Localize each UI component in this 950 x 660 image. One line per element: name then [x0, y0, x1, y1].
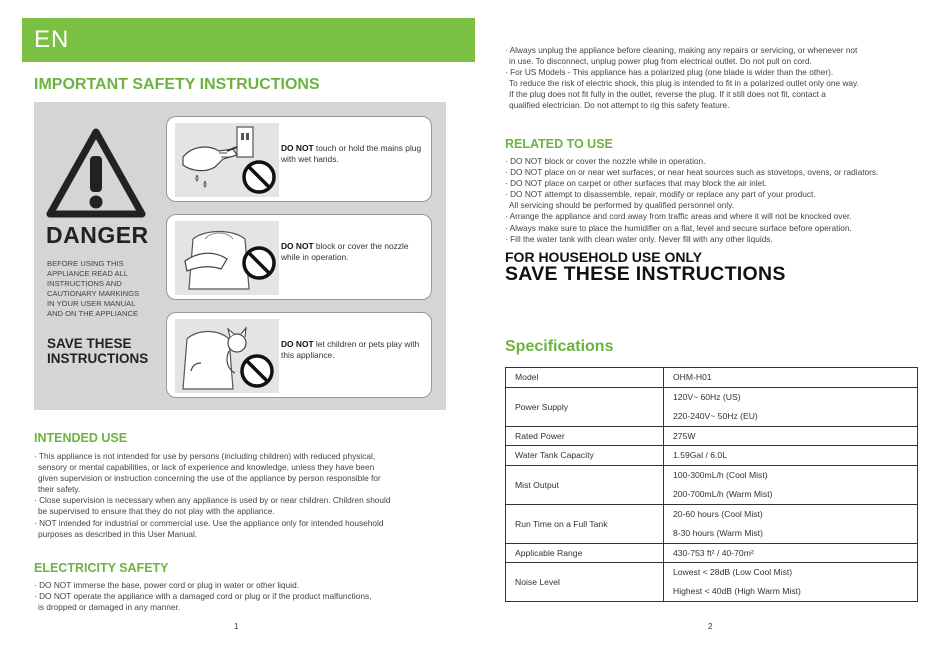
- intended-line: purposes as described in this User Manual.: [38, 528, 198, 539]
- table-row: [506, 368, 918, 388]
- related-to-use-heading: RELATED TO USE: [505, 137, 613, 151]
- intended-line: be supervised to ensure that they do not play with the appliance.: [38, 506, 275, 517]
- spec-value: 430-753 ft² / 40-70m²: [664, 543, 918, 563]
- spec-value-line: 120V~ 60Hz (US): [673, 391, 741, 402]
- table-row: [506, 465, 918, 504]
- warning-text-nozzle: DO NOT block or cover the nozzle while in operation.: [281, 241, 409, 262]
- top-line: · For US Models - This appliance has a polarized plug (one blade is wider than the other).: [505, 67, 834, 78]
- intended-use-text: [34, 451, 454, 540]
- spec-key: Mist Output: [506, 465, 664, 504]
- save-instructions-left: SAVE THESE INSTRUCTIONS: [47, 336, 149, 366]
- top-line: qualified electrician. Do not attempt to rig this safety feature.: [509, 100, 730, 111]
- top-line: · Always unplug the appliance before cleaning, making any repairs or servicing, or whenever not: [505, 45, 858, 55]
- warning-text-children-pets: DO NOT let children or pets play with this appliance.: [281, 339, 420, 360]
- spec-value-line: Highest < 40dB (High Warm Mist): [673, 586, 801, 596]
- spec-key: Noise Level: [506, 563, 664, 602]
- spec-key: Water Tank Capacity: [506, 446, 664, 466]
- safety-heading: IMPORTANT SAFETY INSTRUCTIONS: [34, 76, 320, 93]
- spec-value: [664, 504, 918, 543]
- page-right: [475, 0, 950, 660]
- table-row: [506, 504, 918, 543]
- related-line: · Arrange the appliance and cord away from traffic areas and where it will not be knocked over.: [505, 211, 852, 222]
- spec-key: Applicable Range: [506, 543, 664, 563]
- page-number-left: 1: [234, 622, 239, 631]
- children-pets-icon: [175, 319, 279, 393]
- specifications-heading: Specifications: [505, 338, 614, 355]
- danger-description: BEFORE USING THIS APPLIANCE READ ALL INSTRUCTIONS AND CAUTIONARY MARKINGS IN YOUR USER MANUAL AND ON THE APPLIANCE: [47, 259, 140, 318]
- spec-value-line: 200-700mL/h (Warm Mist): [673, 488, 773, 499]
- save-instructions-right: SAVE THESE INSTRUCTIONS: [505, 263, 786, 285]
- page-number-right: 2: [708, 622, 713, 631]
- wet-hands-plug-icon: [175, 123, 279, 197]
- spec-value-line: Lowest < 28dB (Low Cool Mist): [673, 567, 793, 577]
- top-line: To reduce the risk of electric shock, this plug is intended to fit in a polarized outlet only one way.: [509, 78, 859, 89]
- related-to-use-text: [505, 156, 945, 245]
- spec-value-line: 8-30 hours (Warm Mist): [673, 527, 763, 538]
- table-row: [506, 426, 918, 446]
- language-band: [22, 18, 475, 62]
- related-line: · DO NOT place on carpet or other surfaces that may block the air inlet.: [505, 178, 767, 189]
- danger-word: DANGER: [46, 222, 149, 248]
- spec-key: Rated Power: [506, 426, 664, 446]
- spec-value: [664, 387, 918, 426]
- spec-value: 275W: [664, 426, 918, 446]
- danger-panel: [34, 102, 446, 410]
- specifications-table: [505, 367, 918, 602]
- spec-key: Power Supply: [506, 387, 664, 426]
- top-line: in use. To disconnect, unplug power plug from electrical outlet. Do not pull on cord.: [509, 56, 812, 67]
- related-line: · DO NOT attempt to disassemble, repair, modify or replace any part of your product.: [505, 189, 816, 200]
- electricity-safety-heading: ELECTRICITY SAFETY: [34, 561, 169, 575]
- intended-use-heading: INTENDED USE: [34, 431, 128, 445]
- electricity-line: is dropped or damaged in any manner.: [38, 602, 181, 613]
- warning-card-nozzle: [166, 214, 432, 300]
- warning-text-wet-hands: DO NOT touch or hold the mains plug with wet hands.: [281, 143, 422, 164]
- electricity-safety-text: [34, 580, 454, 613]
- intended-line: · Close supervision is necessary when any appliance is used by or near children. Children should: [34, 495, 391, 506]
- household-use-only: FOR HOUSEHOLD USE ONLY: [505, 249, 703, 265]
- unplug-polarized-text: [505, 45, 945, 112]
- top-line: If the plug does not fit fully in the outlet, reverse the plug. If it still does not fit, contact a: [509, 89, 826, 100]
- spec-value: 1.59Gal / 6.0L: [664, 446, 918, 466]
- spec-value: [664, 563, 918, 602]
- electricity-line: · DO NOT immerse the base, power cord or plug in water or other liquid.: [34, 580, 299, 590]
- intended-line: given supervision or instruction concerning the use of the appliance by person responsible for: [38, 473, 381, 484]
- related-line: · DO NOT block or cover the nozzle while in operation.: [505, 156, 706, 166]
- spec-value-line: 100-300mL/h (Cool Mist): [673, 469, 768, 480]
- table-row: [506, 387, 918, 426]
- spec-key: Model: [506, 368, 664, 388]
- electricity-line: · DO NOT operate the appliance with a damaged cord or plug or if the product malfunctions,: [34, 591, 372, 602]
- blocked-nozzle-icon: [175, 221, 279, 295]
- table-row: [506, 446, 918, 466]
- related-line: · DO NOT place on or near wet surfaces, or near heat sources such as stovetops, ovens, or radiators.: [505, 167, 879, 178]
- table-row: [506, 543, 918, 563]
- spec-value: OHM-H01: [664, 368, 918, 388]
- spec-value-line: 20-60 hours (Cool Mist): [673, 508, 763, 519]
- language-label: EN: [34, 26, 70, 53]
- spec-key: Run Time on a Full Tank: [506, 504, 664, 543]
- warning-triangle-icon: [46, 128, 146, 218]
- intended-line: · This appliance is not intended for use by persons (including children) with reduced physical,: [34, 451, 376, 461]
- intended-line: their safety.: [38, 484, 81, 495]
- related-line: All servicing should be performed by qualified personnel only.: [509, 200, 734, 211]
- warning-card-children-pets: [166, 312, 432, 398]
- related-line: · Always make sure to place the humidifier on a flat, level and secure surface before operation.: [505, 222, 852, 233]
- related-line: · Fill the water tank with clean water only. Never fill with any other liquids.: [505, 233, 773, 244]
- intended-line: · NOT intended for industrial or commercial use. Use the appliance only for intended household: [34, 517, 384, 528]
- table-row: [506, 563, 918, 602]
- warning-card-wet-hands: [166, 116, 432, 202]
- intended-line: sensory or mental capabilities, or lack of experience and knowledge, unless they have been: [38, 462, 375, 473]
- spec-value: [664, 465, 918, 504]
- spec-value-line: 220-240V~ 50Hz (EU): [673, 410, 758, 421]
